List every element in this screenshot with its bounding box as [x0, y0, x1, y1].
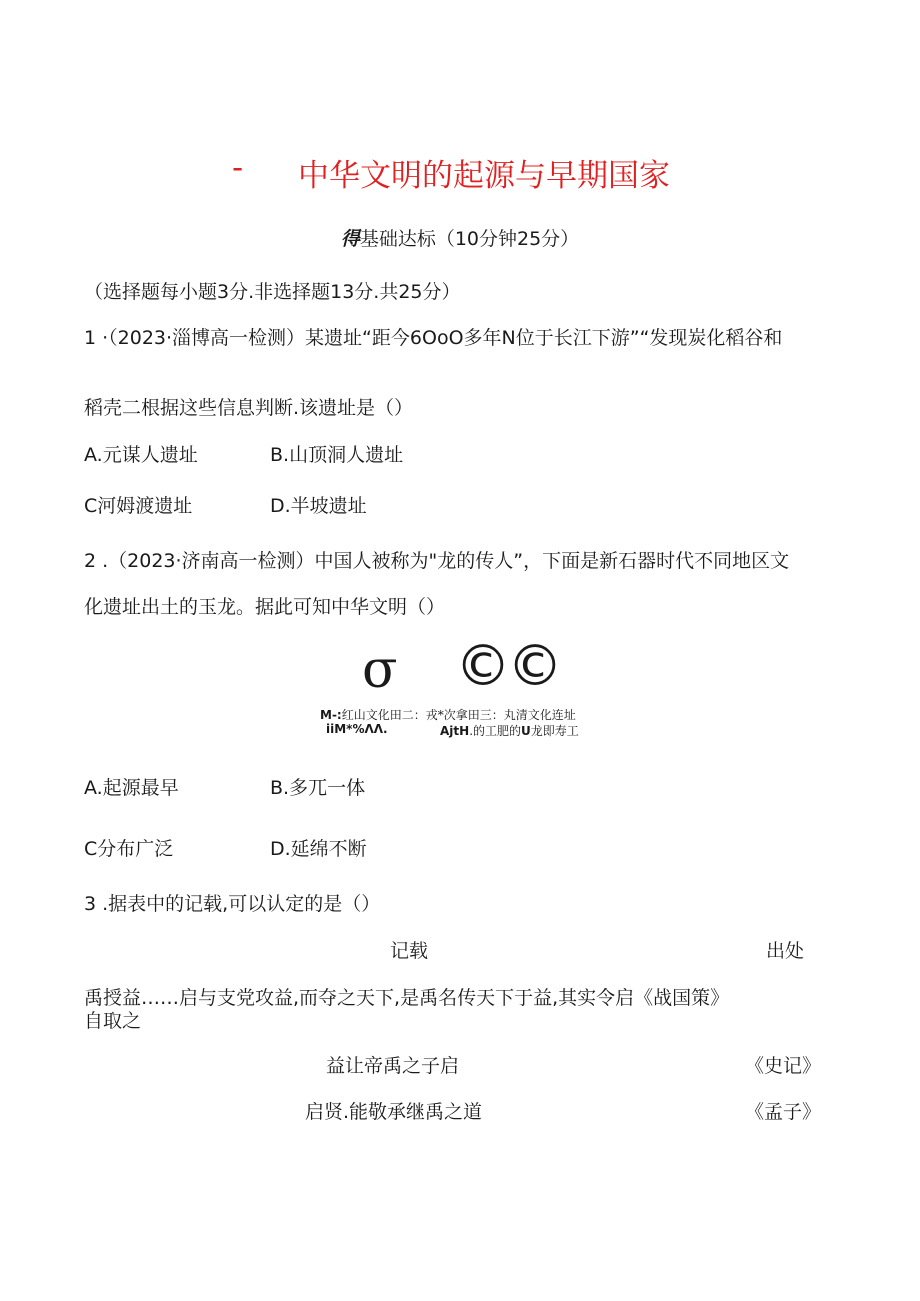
figure-caption-line2 [326, 722, 388, 736]
caption-label: M-: [320, 708, 342, 722]
table-row-2-source: 《史记》 [745, 1055, 822, 1077]
q1-option-b: B.山顶洞人遗址 [270, 444, 404, 466]
caption-text: 红山文化田二：戎*次拿田三：丸清文化连址 [341, 708, 576, 722]
caption-code-c: U [521, 724, 531, 738]
figure-caption-line2-right [440, 722, 579, 739]
table-row-2-record: 益让帝禹之子启 [326, 1055, 460, 1077]
section-subtitle [0, 224, 920, 251]
q2-option-b: B.多兀一体 [270, 777, 366, 799]
q1-option-c: C河姆渡遗址 [84, 495, 193, 517]
caption-code-b: AjtH [440, 724, 470, 738]
subtitle-text: 基础达标（10分钟25分） [359, 228, 580, 250]
q2-stem-line2: 化遗址出土的玉龙。据此可知中华文明（） [84, 596, 446, 618]
title-text: 中华文明的起源与早期国家 [298, 158, 670, 194]
q2-option-a: A.起源最早 [84, 777, 179, 799]
title-dash: - [232, 150, 244, 186]
jade-dragon-figure-1: σ [362, 640, 398, 700]
jade-dragon-figures [0, 634, 920, 700]
q2-option-d: D.延绵不断 [270, 838, 367, 860]
caption-code-a: iiM*%ΛΛ. [326, 722, 388, 736]
figure-caption-line1 [320, 706, 576, 723]
jade-dragon-figure-2: © [455, 634, 511, 699]
q2-option-c: C分布广泛 [84, 838, 174, 860]
table-row-3-source: 《孟子》 [745, 1101, 822, 1123]
q1-stem-line1: 1 ·（2023·淄博高一检测）某遗址“距今6OoO多年N位于长江下游”“发现炭化稻谷和 [84, 327, 783, 349]
record-line1: 禹授益……启与支党攻益,而夺之天下,是禹名传天下于益,其实令启 [84, 987, 635, 1009]
q2-stem-line1: 2 .（2023·济南高一检测）中国人被称为"龙的传人”，下面是新石器时代不同地区文 [84, 550, 790, 572]
jade-dragon-figure-3: © [507, 634, 563, 699]
q1-option-a: A.元谋人遗址 [84, 444, 198, 466]
record-line2: 自取之 [84, 1010, 142, 1032]
q1-option-d: D.半坡遗址 [270, 495, 367, 517]
table-row-1-record [84, 983, 729, 1010]
instructions: （选择题每小题3分.非选择题13分.共25分） [84, 281, 461, 303]
q1-stem-line2: 稻壳二根据这些信息判断.该遗址是（） [84, 397, 414, 419]
table-row-3-record: 启贤.能敬承继禹之道 [305, 1101, 483, 1123]
table-row-1-source: 《战国策》 [634, 987, 730, 1009]
table-header-source: 出处 [766, 940, 805, 962]
q3-stem: 3 .据表中的记载,可以认定的是（） [84, 893, 381, 915]
section-icon: 得 [340, 228, 360, 250]
caption-end: 龙即寿工 [530, 724, 579, 738]
caption-mid: .的工肥的 [469, 724, 522, 738]
table-header-record: 记载 [390, 940, 429, 962]
